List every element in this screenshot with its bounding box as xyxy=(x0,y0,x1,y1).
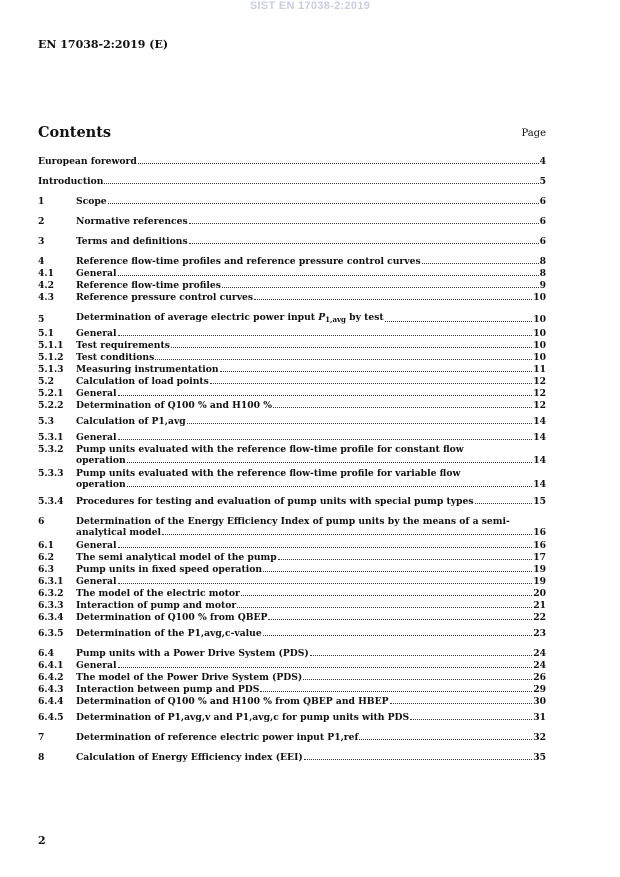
toc-entry-title: Determination of Q100 % and H100 % xyxy=(76,400,272,411)
toc-entry[interactable] xyxy=(38,696,546,707)
toc-entry[interactable] xyxy=(38,340,546,351)
toc-entry-number: 6.4.1 xyxy=(38,660,64,671)
toc-entry[interactable] xyxy=(38,516,546,538)
toc-entry-number: 5.2 xyxy=(38,376,54,387)
toc-leader-dots xyxy=(410,719,532,720)
toc-leader-dots xyxy=(263,571,532,572)
toc-entry-title: Terms and definitions xyxy=(76,236,188,247)
toc-entry-title: Test conditions xyxy=(76,352,155,363)
toc-leader-dots xyxy=(278,559,533,560)
toc-entry-page: 35 xyxy=(533,752,546,763)
toc-entry-title: Reference pressure control curves xyxy=(76,292,254,303)
toc-entry-page: 9 xyxy=(539,280,546,291)
toc-entry[interactable] xyxy=(38,236,546,247)
toc-entry[interactable] xyxy=(38,156,546,167)
toc-entry-page: 6 xyxy=(539,196,546,207)
toc-entry-page: 16 xyxy=(533,540,546,551)
toc-entry[interactable] xyxy=(38,588,546,599)
toc-leader-dots xyxy=(118,547,533,548)
toc-entry[interactable] xyxy=(38,752,546,763)
toc-entry-number: 5.1.1 xyxy=(38,340,64,351)
toc-entry-title: Determination of Q100 % and H100 % from QBEP and HBEP xyxy=(76,696,389,707)
toc-entry-page: 24 xyxy=(533,648,546,659)
toc-leader-dots xyxy=(310,655,533,656)
toc-entry[interactable] xyxy=(38,648,546,659)
toc-leader-dots xyxy=(138,163,539,164)
toc-entry-number: 8 xyxy=(38,752,45,763)
toc-entry-page: 8 xyxy=(539,268,546,279)
toc-entry-number: 6.3.3 xyxy=(38,600,64,611)
toc-leader-dots xyxy=(273,407,532,408)
toc-leader-dots xyxy=(210,383,532,384)
toc-entry-page: 4 xyxy=(539,156,546,167)
toc-entry-title: Scope xyxy=(76,196,107,207)
toc-entry-page: 16 xyxy=(533,527,546,538)
toc-entry-title: Measuring instrumentation xyxy=(76,364,219,375)
toc-entry-title-line2: operation xyxy=(76,479,126,490)
toc-entry[interactable] xyxy=(38,416,546,427)
toc-entry[interactable] xyxy=(38,684,546,695)
toc-entry-title: Determination of the P1,avg,c-value xyxy=(76,628,262,639)
toc-entry[interactable] xyxy=(38,176,546,187)
toc-entry-page: 31 xyxy=(533,712,546,723)
toc-entry-title: The model of the Power Drive System (PDS) xyxy=(76,672,303,683)
toc-leader-dots xyxy=(189,243,539,244)
toc-entry-title: General xyxy=(76,432,117,443)
toc-entry-number: 3 xyxy=(38,236,45,247)
toc-leader-dots xyxy=(254,299,532,300)
toc-leader-dots xyxy=(220,371,533,372)
toc-leader-dots xyxy=(237,607,532,608)
toc-entry[interactable] xyxy=(38,432,546,443)
toc-entry-number: 5.3.2 xyxy=(38,444,64,455)
toc-entry-page: 8 xyxy=(539,256,546,267)
toc-entry-page: 10 xyxy=(533,314,546,325)
toc-entry-page: 12 xyxy=(533,400,546,411)
toc-leader-dots xyxy=(189,223,539,224)
toc-entry-title: Determination of Q100 % from QBEP xyxy=(76,612,268,623)
toc-entry-number: 6 xyxy=(38,516,45,527)
toc-entry-number: 6.4.5 xyxy=(38,712,64,723)
toc-entry-page: 12 xyxy=(533,376,546,387)
toc-entry[interactable] xyxy=(38,388,546,399)
toc-entry-number: 6.4.4 xyxy=(38,696,64,707)
toc-entry-number: 6.4.2 xyxy=(38,672,64,683)
toc-entry-page: 19 xyxy=(533,564,546,575)
toc-entry-page: 22 xyxy=(533,612,546,623)
toc-leader-dots xyxy=(118,667,533,668)
toc-entry-page: 24 xyxy=(533,660,546,671)
toc-entry-number: 5.1.2 xyxy=(38,352,64,363)
toc-leader-dots xyxy=(390,703,533,704)
toc-entry[interactable] xyxy=(38,256,546,267)
toc-entry-number: 6.3 xyxy=(38,564,54,575)
toc-entry[interactable] xyxy=(38,552,546,563)
toc-leader-dots xyxy=(187,423,532,424)
toc-entry-title-line1: Pump units evaluated with the reference flow-time profile for variable flow xyxy=(76,468,461,479)
toc-entry[interactable] xyxy=(38,376,546,387)
toc-entry[interactable] xyxy=(38,660,546,671)
toc-leader-dots xyxy=(241,595,532,596)
toc-entry-title-line1: Determination of the Energy Efficiency Index of pump units by the means of a semi- xyxy=(76,516,510,527)
toc-entry-number: 5.2.2 xyxy=(38,400,64,411)
toc-leader-dots xyxy=(118,439,533,440)
toc-leader-dots xyxy=(263,635,533,636)
toc-entry-title: Determination of P1,avg,v and P1,avg,c for pump units with PDS xyxy=(76,712,410,723)
toc-leader-dots xyxy=(303,679,532,680)
toc-leader-dots xyxy=(260,691,532,692)
toc-entry-number: 5 xyxy=(38,314,45,325)
toc-entry-number: 4 xyxy=(38,256,45,267)
toc-entry-title: Determination of average electric power input $P_{1,avg}$ by test xyxy=(76,312,384,324)
toc-entry-number: 4.3 xyxy=(38,292,54,303)
toc-entry-title: General xyxy=(76,268,117,279)
toc-leader-dots xyxy=(171,347,532,348)
toc-entry-number: 5.3.4 xyxy=(38,496,64,507)
toc-entry-page: 29 xyxy=(533,684,546,695)
toc-entry-number: 6.3.5 xyxy=(38,628,64,639)
toc-leader-dots xyxy=(118,275,539,276)
toc-entry-page: 5 xyxy=(539,176,546,187)
toc-entry[interactable] xyxy=(38,672,546,683)
toc-leader-dots xyxy=(268,619,532,620)
toc-leader-dots xyxy=(118,335,533,336)
watermark: SIST EN 17038-2:2019 xyxy=(249,0,371,12)
toc-entry-number: 6.2 xyxy=(38,552,54,563)
toc-entry-title: General xyxy=(76,660,117,671)
toc-entry-title: Calculation of P1,avg xyxy=(76,416,186,427)
toc-entry[interactable] xyxy=(38,540,546,551)
toc-entry-title: Reference flow-time profiles xyxy=(76,280,221,291)
toc-entry-number: 2 xyxy=(38,216,45,227)
toc-entry-number: 5.1 xyxy=(38,328,54,339)
toc-entry[interactable] xyxy=(38,280,546,291)
toc-entry-title: Reference flow-time profiles and reference pressure control curves xyxy=(76,256,421,267)
toc-entry-number: 5.3.1 xyxy=(38,432,64,443)
toc-entry[interactable] xyxy=(38,268,546,279)
toc-entry-number: 6.3.4 xyxy=(38,612,64,623)
toc-entry-title: Interaction between pump and PDS xyxy=(76,684,260,695)
toc-entry-page: 10 xyxy=(533,328,546,339)
toc-entry-title: European foreword xyxy=(38,156,137,167)
toc-entry[interactable] xyxy=(38,496,546,507)
toc-entry-page: 10 xyxy=(533,340,546,351)
toc-entry-title: Procedures for testing and evaluation of pump units with special pump types xyxy=(76,496,474,507)
toc-entry-title-line2: analytical model xyxy=(76,527,161,538)
toc-entry-page: 12 xyxy=(533,388,546,399)
toc-entry[interactable] xyxy=(38,352,546,363)
toc-entry[interactable] xyxy=(38,292,546,303)
toc-entry-number: 5.2.1 xyxy=(38,388,64,399)
toc-entry-title: Determination of reference electric power input P1,ref xyxy=(76,732,359,743)
contents-heading: Contents xyxy=(38,124,112,141)
toc-entry[interactable] xyxy=(38,712,546,723)
toc-entry-number: 6.3.2 xyxy=(38,588,64,599)
toc-entry-title: General xyxy=(76,388,117,399)
toc-entry-page: 17 xyxy=(533,552,546,563)
toc-entry-number: 4.1 xyxy=(38,268,54,279)
toc-entry-title: Calculation of Energy Efficiency index (EEI) xyxy=(76,752,303,763)
toc-entry-title: Pump units in fixed speed operation xyxy=(76,564,263,575)
toc-entry-title-line1: Pump units evaluated with the reference flow-time profile for constant flow xyxy=(76,444,464,455)
toc-entry-page: 23 xyxy=(533,628,546,639)
toc-leader-dots xyxy=(127,462,532,463)
toc-leader-dots xyxy=(127,486,532,487)
toc-entry-title: General xyxy=(76,576,117,587)
page-column-label: Page xyxy=(521,128,546,139)
toc-entry-number: 1 xyxy=(38,196,45,207)
toc-entry[interactable] xyxy=(38,600,546,611)
toc-entry-page: 6 xyxy=(539,236,546,247)
toc-leader-dots xyxy=(359,739,532,740)
toc-entry-title: Pump units with a Power Drive System (PDS) xyxy=(76,648,309,659)
toc-entry-page: 19 xyxy=(533,576,546,587)
toc-leader-dots xyxy=(108,203,539,204)
toc-entry-number: 4.2 xyxy=(38,280,54,291)
toc-entry[interactable] xyxy=(38,364,546,375)
toc-entry[interactable] xyxy=(38,628,546,639)
toc-entry[interactable] xyxy=(38,444,546,466)
toc-leader-dots xyxy=(118,583,533,584)
document-id: EN 17038-2:2019 (E) xyxy=(38,38,169,51)
toc-entry[interactable] xyxy=(38,732,546,743)
toc-entry-page: 14 xyxy=(533,479,546,490)
toc-leader-dots xyxy=(222,287,539,288)
toc-entry-title: The model of the electric motor xyxy=(76,588,240,599)
toc-leader-dots xyxy=(104,183,538,184)
toc-entry-page: 10 xyxy=(533,352,546,363)
toc-leader-dots xyxy=(155,359,532,360)
toc-entry[interactable] xyxy=(38,196,546,207)
toc-entry-page: 15 xyxy=(533,496,546,507)
toc-leader-dots xyxy=(422,263,539,264)
toc-entry-page: 10 xyxy=(533,292,546,303)
toc-entry-title: Interaction of pump and motor xyxy=(76,600,237,611)
toc-entry-title: General xyxy=(76,328,117,339)
toc-entry[interactable] xyxy=(38,328,546,339)
toc-entry-title: Calculation of load points xyxy=(76,376,209,387)
toc-entry-number: 6.4.3 xyxy=(38,684,64,695)
toc-entry[interactable] xyxy=(38,576,546,587)
toc-entry-title: General xyxy=(76,540,117,551)
toc-entry-number: 6.3.1 xyxy=(38,576,64,587)
toc-leader-dots xyxy=(162,534,532,535)
toc-entry-page: 6 xyxy=(539,216,546,227)
toc-entry[interactable] xyxy=(38,612,546,623)
toc-leader-dots xyxy=(475,503,533,504)
toc-entry-number: 5.3.3 xyxy=(38,468,64,479)
toc-entry-page: 14 xyxy=(533,455,546,466)
toc-entry[interactable] xyxy=(38,400,546,411)
toc-entry-page: 21 xyxy=(533,600,546,611)
toc-leader-dots xyxy=(118,395,533,396)
toc-leader-dots xyxy=(304,759,532,760)
toc-entry-page: 14 xyxy=(533,432,546,443)
toc-entry[interactable] xyxy=(38,312,546,325)
toc-entry-page: 32 xyxy=(533,732,546,743)
toc-entry-page: 30 xyxy=(533,696,546,707)
toc-entry-title: The semi analytical model of the pump xyxy=(76,552,277,563)
toc-entry-number: 5.3 xyxy=(38,416,54,427)
toc-entry-page: 11 xyxy=(533,364,546,375)
toc-entry-page: 20 xyxy=(533,588,546,599)
toc-entry[interactable] xyxy=(38,564,546,575)
toc-leader-dots xyxy=(385,321,533,322)
toc-entry-page: 14 xyxy=(533,416,546,427)
toc-entry-title-line2: operation xyxy=(76,455,126,466)
toc-entry-number: 7 xyxy=(38,732,45,743)
toc-entry-number: 6.1 xyxy=(38,540,54,551)
toc-entry-title: Introduction xyxy=(38,176,104,187)
toc-entry-number: 6.4 xyxy=(38,648,54,659)
toc-entry-page: 26 xyxy=(533,672,546,683)
toc-entry[interactable] xyxy=(38,468,546,490)
toc-entry-title: Normative references xyxy=(76,216,188,227)
page-number: 2 xyxy=(38,834,46,847)
toc-entry-title: Test requirements xyxy=(76,340,170,351)
toc-entry-number: 5.1.3 xyxy=(38,364,64,375)
toc-entry[interactable] xyxy=(38,216,546,227)
